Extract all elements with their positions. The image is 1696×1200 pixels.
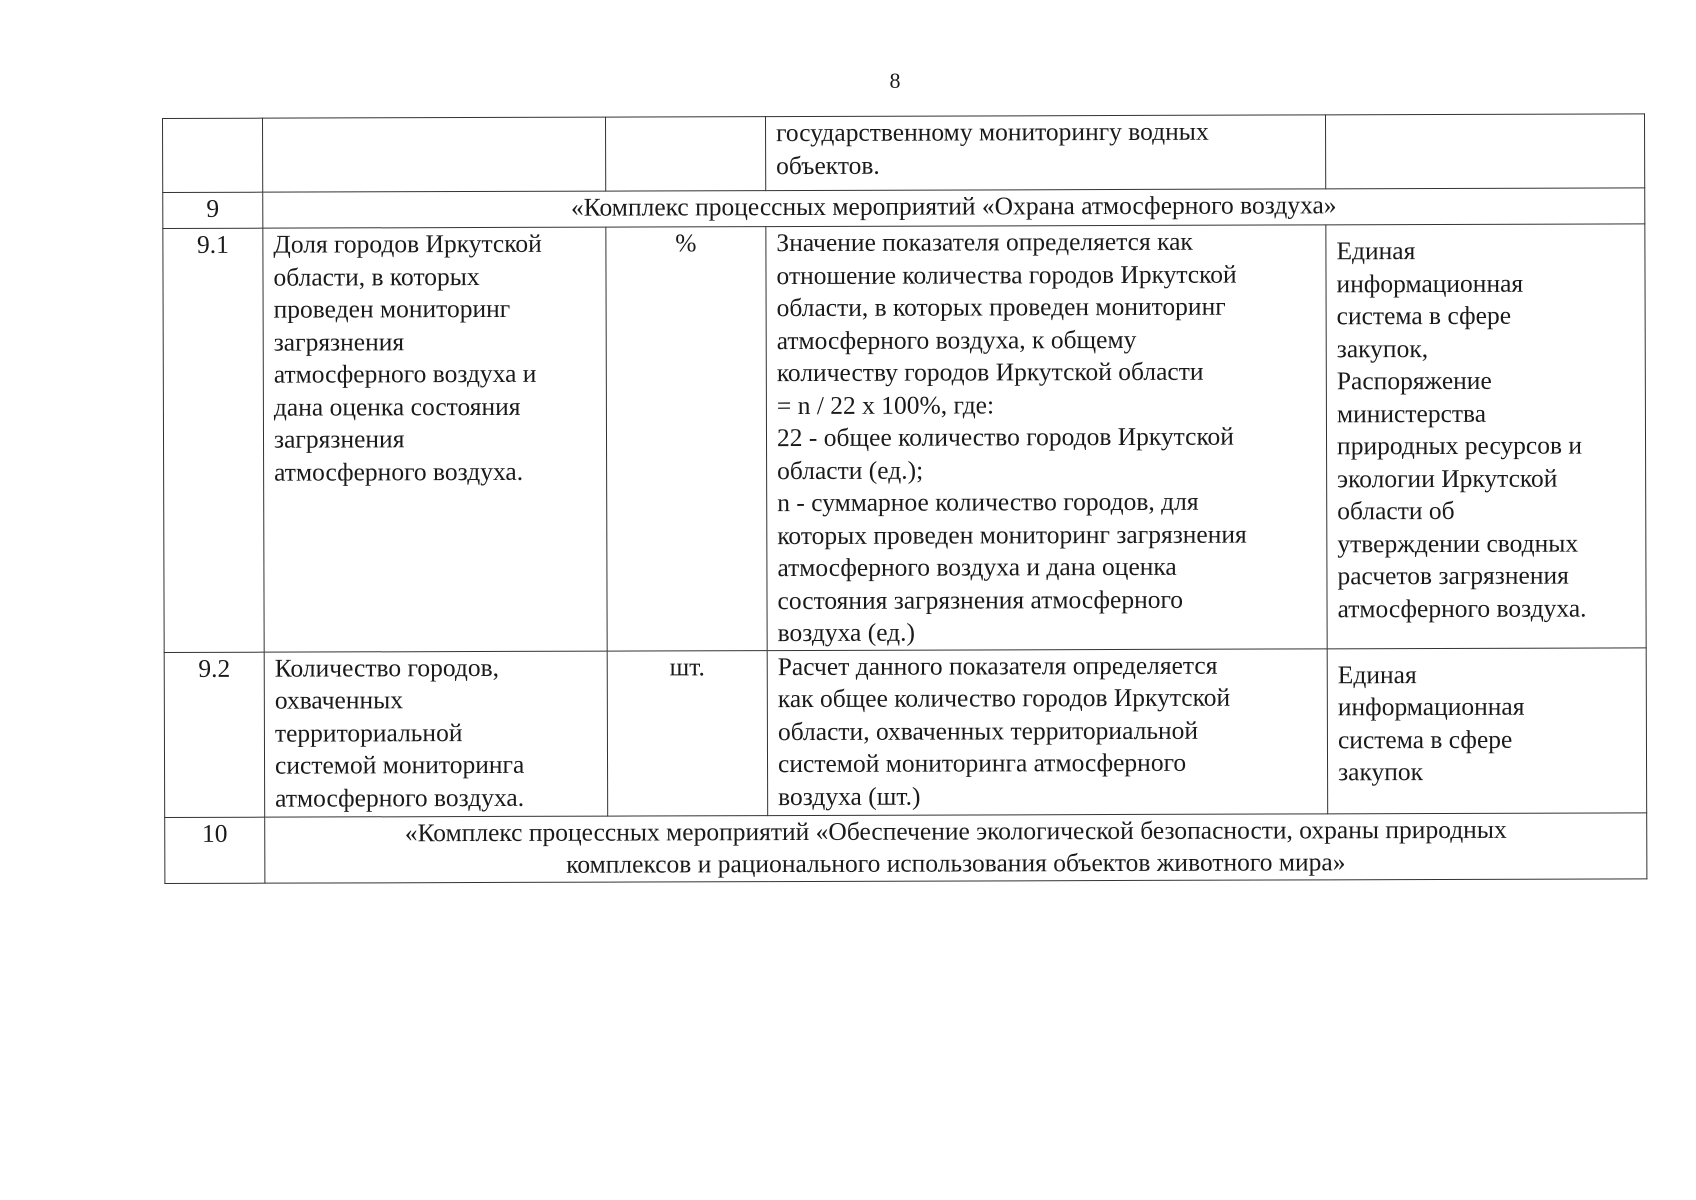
cell-unit bbox=[605, 117, 765, 192]
text-line: области об bbox=[1337, 495, 1455, 526]
page-number: 8 bbox=[889, 68, 901, 93]
text-line: области, охваченных территориальной bbox=[777, 715, 1199, 746]
text-line: система в сфере bbox=[1337, 724, 1513, 754]
text-line: «Комплекс процессных мероприятий «Обеспечение экологической безопасности, охраны природных bbox=[404, 814, 1507, 847]
text-line: Единая bbox=[1336, 236, 1416, 266]
section-title bbox=[265, 812, 1647, 882]
table-row-9-1 bbox=[163, 224, 1646, 652]
text-line: загрязнения bbox=[273, 326, 405, 357]
text-line: Значение показателя определяется как bbox=[776, 226, 1193, 258]
cell-source bbox=[1325, 114, 1644, 189]
cell-unit: шт. bbox=[607, 650, 768, 816]
section-row-10 bbox=[165, 812, 1647, 883]
indicators-table bbox=[162, 113, 1647, 883]
text-line: государственному мониторингу водных bbox=[776, 116, 1209, 148]
text-line: загрязнения bbox=[273, 424, 405, 454]
text-line: министерства bbox=[1336, 398, 1487, 428]
text-line: состояния загрязнения атмосферного bbox=[777, 584, 1184, 615]
text-line: которых проведен мониторинг загрязнения bbox=[777, 519, 1247, 550]
cell-source bbox=[1327, 647, 1647, 813]
text-line: система в сфере bbox=[1336, 300, 1512, 331]
text-line: проведен мониторинг bbox=[273, 293, 511, 324]
text-line: атмосферного воздуха. bbox=[274, 456, 524, 487]
text-line: атмосферного воздуха и дана оценка bbox=[777, 551, 1177, 583]
text-line: объектов. bbox=[776, 150, 880, 180]
text-line: количеству городов Иркутской области bbox=[776, 356, 1204, 388]
text-line: атмосферного воздуха и bbox=[273, 358, 537, 389]
text-line: информационная bbox=[1336, 268, 1524, 298]
text-line: природных ресурсов и bbox=[1336, 430, 1583, 461]
cell-source bbox=[1326, 224, 1646, 649]
section-number: 10 bbox=[165, 817, 265, 883]
table-row-continuation bbox=[163, 114, 1645, 193]
text-line: воздуха (шт.) bbox=[778, 781, 921, 811]
text-line: атмосферного воздуха. bbox=[1337, 593, 1587, 623]
text-line: 22 - общее количество городов Иркутской bbox=[776, 421, 1234, 453]
text-line: Доля городов Иркутской bbox=[273, 228, 542, 259]
row-number: 9.2 bbox=[164, 652, 265, 817]
cell-indicator bbox=[263, 117, 606, 192]
text-line: области, в которых проведен мониторинг bbox=[776, 291, 1226, 323]
text-line: Количество городов, bbox=[274, 652, 500, 683]
text-line: утверждении сводных bbox=[1337, 528, 1579, 558]
table-row-9-2 bbox=[164, 647, 1647, 817]
text-line: экологии Иркутской bbox=[1337, 463, 1558, 493]
text-line: территориальной bbox=[274, 717, 463, 748]
text-line: области (ед.); bbox=[777, 455, 924, 485]
cell-method bbox=[767, 648, 1328, 815]
text-line: Расчет данного показателя определяется bbox=[777, 650, 1218, 681]
text-line: системой мониторинга атмосферного bbox=[777, 747, 1187, 779]
cell-num bbox=[163, 118, 263, 192]
cell-indicator bbox=[263, 227, 607, 652]
section-row-9 bbox=[163, 188, 1645, 229]
text-line: расчетов загрязнения bbox=[1337, 560, 1569, 591]
text-line: Единая bbox=[1337, 659, 1417, 689]
cell-unit: % bbox=[606, 227, 767, 651]
text-line: закупок, bbox=[1336, 333, 1429, 363]
text-line: дана оценка состояния bbox=[273, 391, 521, 422]
text-line: охваченных bbox=[274, 685, 404, 715]
text-line: атмосферного воздуха, к общему bbox=[776, 324, 1137, 355]
section-number: 9 bbox=[163, 192, 263, 228]
text-line: n - суммарное количество городов, для bbox=[777, 486, 1199, 518]
text-line: воздуха (ед.) bbox=[777, 617, 916, 648]
section-title: «Комплекс процессных мероприятий «Охрана атмосферного воздуха» bbox=[263, 188, 1645, 228]
cell-method bbox=[766, 225, 1327, 650]
cell-method bbox=[765, 115, 1325, 191]
text-line: системой мониторинга bbox=[274, 749, 525, 780]
text-line: отношение количества городов Иркутской bbox=[776, 259, 1237, 290]
text-line: комплексов и рационального использования объектов животного мира» bbox=[566, 847, 1346, 879]
text-line: закупок bbox=[1338, 757, 1424, 787]
text-line: области, в которых bbox=[273, 261, 480, 292]
text-line: = n / 22 x 100%, где: bbox=[776, 389, 995, 420]
text-line: Распоряжение bbox=[1336, 365, 1492, 396]
text-line: информационная bbox=[1337, 691, 1525, 722]
row-number: 9.1 bbox=[163, 228, 264, 652]
text-line: атмосферного воздуха. bbox=[275, 782, 525, 813]
text-line: как общее количество городов Иркутской bbox=[777, 682, 1231, 714]
cell-indicator bbox=[264, 651, 608, 817]
